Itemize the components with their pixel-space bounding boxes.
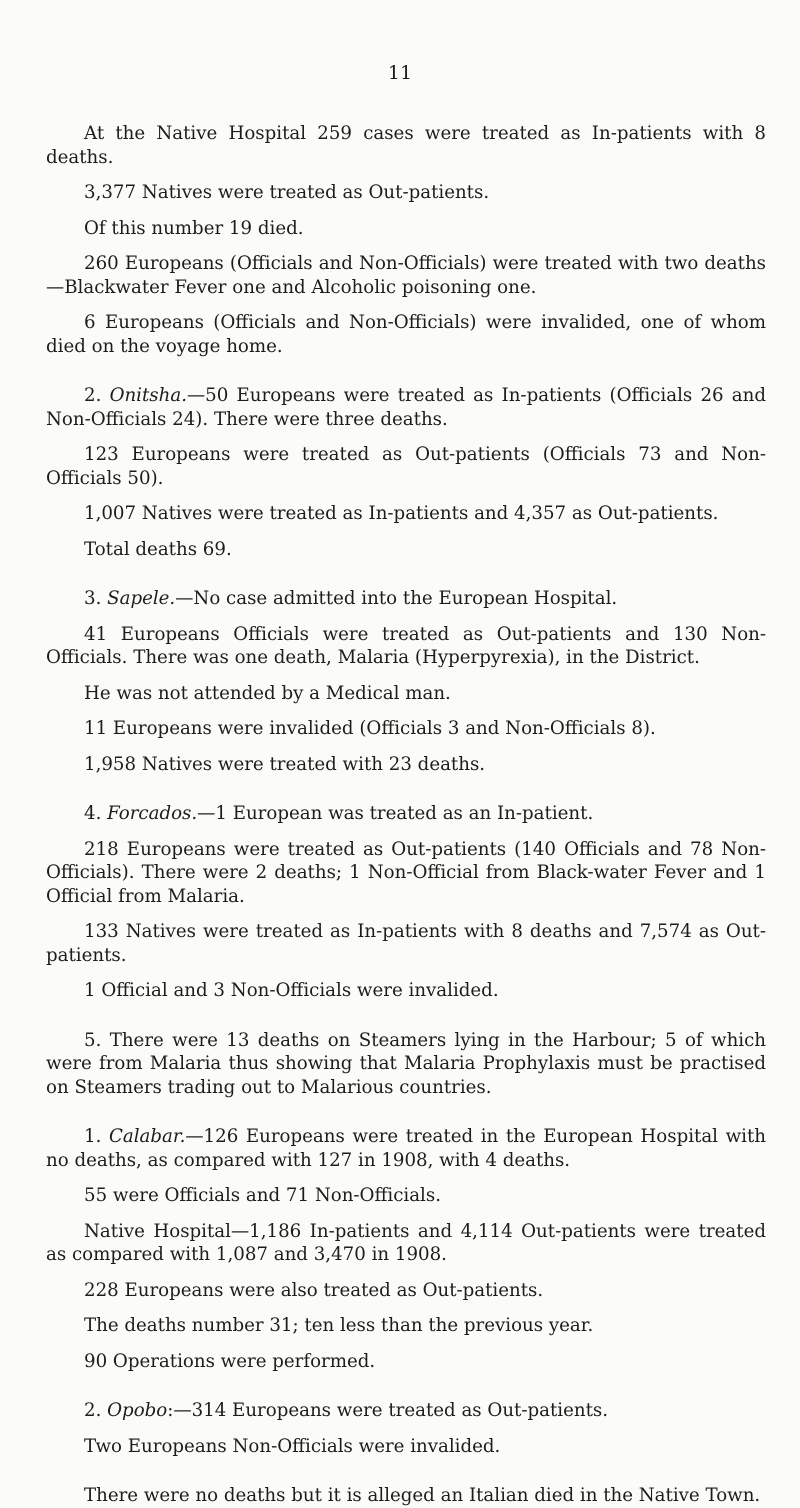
section-opobo: 2. Opobo:—314 Europeans were treated as Out-patients. (84, 1400, 608, 1421)
paragraph: 133 Natives were treated as In-patients with 8 deaths and 7,574 as Out-patients. (46, 921, 766, 966)
document-body (46, 122, 766, 1508)
place-name: Forcados. (107, 803, 198, 824)
section-sapele: 3. Sapele.—No case admitted into the European Hospital. (84, 588, 618, 609)
paragraph: Two Europeans Non-Officials were invalided. (84, 1435, 501, 1457)
paragraph: 260 Europeans (Officials and Non-Officials) were treated with two deaths—Blackwater Fever one and Alcoholic poisoning one. (46, 253, 766, 298)
paragraph: 55 were Officials and 71 Non-Officials. (84, 1185, 441, 1206)
paragraph: Total deaths 69. (84, 538, 232, 560)
section-forcados: 4. Forcados.—1 European was treated as an In-patient. (84, 803, 594, 824)
paragraph: The deaths number 31; ten less than the previous year. (84, 1315, 594, 1336)
paragraph: 1,958 Natives were treated with 23 deaths. (84, 753, 486, 775)
paragraph: Of this number 19 died. (84, 217, 304, 239)
place-name: Sapele. (107, 588, 176, 609)
paragraph: There were no deaths but it is alleged an Italian died in the Native Town. (84, 1485, 761, 1506)
paragraph: At the Native Hospital 259 cases were treated as In-patients with 8 deaths. (46, 123, 766, 168)
paragraph: 41 Europeans Officials were treated as Out-patients and 130 Non-Officials. There was one death, Malaria (Hyperpyrexia), in the District. (46, 623, 766, 668)
paragraph: 1 Official and 3 Non-Officials were invalided. (84, 980, 499, 1001)
paragraph: 3,377 Natives were treated as Out-patients. (84, 182, 490, 203)
page-number: 11 (387, 62, 413, 84)
place-name: Onitsha. (109, 385, 187, 406)
paragraph: 228 Europeans were also treated as Out-patients. (84, 1279, 544, 1301)
section-onitsha: 2. Onitsha.—50 Europeans were treated as In-patients (Officials 26 and Non-Officials 24). There were three deaths. (46, 385, 766, 430)
paragraph: Native Hospital—1,186 In-patients and 4,114 Out-patients were treated as compared with 1,087 and 3,470 in 1908. (46, 1220, 766, 1265)
paragraph: 123 Europeans were treated as Out-patients (Officials 73 and Non-Officials 50). (46, 444, 766, 489)
paragraph: He was not attended by a Medical man. (84, 682, 451, 704)
paragraph: 1,007 Natives were treated as In-patients and 4,357 as Out-patients. (84, 503, 719, 524)
paragraph: 11 Europeans were invalided (Officials 3 and Non-Officials 8). (84, 718, 656, 739)
paragraph: 90 Operations were performed. (84, 1350, 376, 1372)
paragraph: 218 Europeans were treated as Out-patients (140 Officials and 78 Non-Officials). There were 2 deaths; 1 Non-Official from Black-water Fever and 1 Official from Malaria. (46, 838, 766, 907)
place-name: Opobo (107, 1400, 168, 1421)
section-calabar: 1. Calabar.—126 Europeans were treated in the European Hospital with no deaths, as compared with 127 in 1908, with 4 deaths. (46, 1126, 767, 1171)
place-name: Calabar. (108, 1126, 186, 1147)
paragraph: 6 Europeans (Officials and Non-Officials) were invalided, one of whom died on the voyage home. (46, 312, 766, 357)
section-steamers: 5. There were 13 deaths on Steamers lying in the Harbour; 5 of which were from Malaria thus showing that Malaria Prophylaxis must be practised on Steamers trading out to Malarious countries. (46, 1029, 766, 1098)
